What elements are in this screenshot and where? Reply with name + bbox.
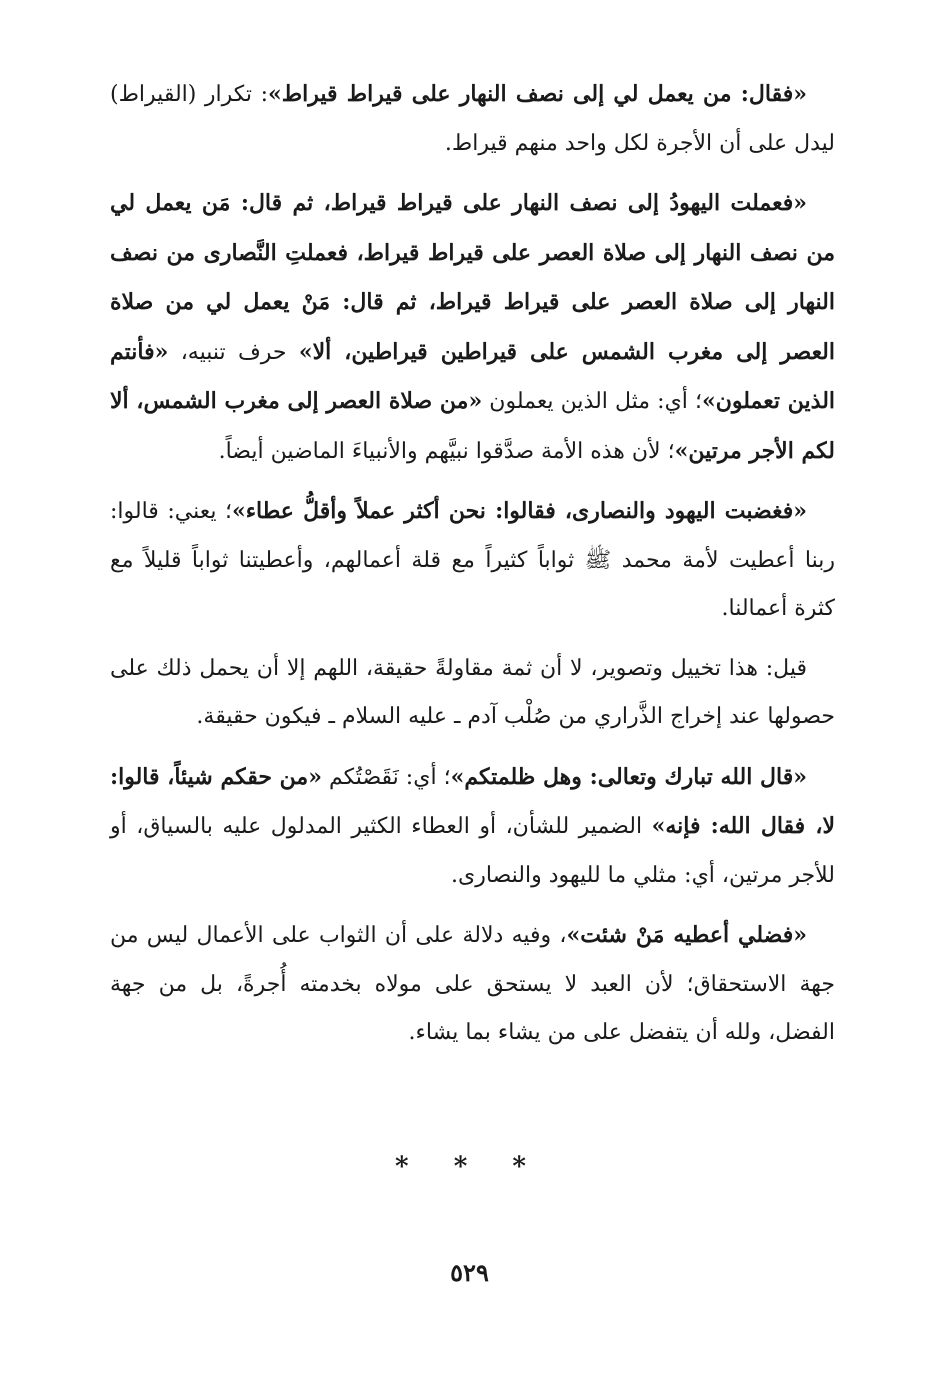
commentary-text: حرف تنبيه، (168, 339, 299, 365)
commentary-text: ، وفيه دلالة على أن الثواب على الأعمال ليس من جهة الاستحقاق؛ لأن العبد لا يستحق على مولاه بخدمته أُجرةً، بل من جهة الفضل، ولله أن يتفضل على من يشاء بما يشاء. (110, 923, 835, 1045)
paragraph-3 (110, 487, 835, 634)
paragraph-1 (110, 70, 835, 168)
commentary-text: قيل: هذا تخييل وتصوير، لا أن ثمة مقاولةً حقيقة، اللهم إلا أن يحمل ذلك على حصولها عند إخراج الذَّراري من صُلْب آدم ـ عليه السلام ـ فيكون حقيقة. (110, 655, 835, 729)
quoted-text: «فغضبت اليهود والنصارى، فقالوا: نحن أكثر عملاً وأقلُّ عطاء» (231, 498, 807, 524)
commentary-text: ؛ يعني: قالوا: ربنا أعطيت لأمة محمد ﷺ ثواباً كثيراً مع قلة أعمالهم، وأعطيتنا ثواباً قليلاً مع كثرة أعمالنا. (110, 499, 835, 621)
page-number: ٥٢٩ (450, 1258, 489, 1287)
commentary-text: ؛ لأن هذه الأمة صدَّقوا نبيَّهم والأنبياءَ الماضين أيضاً. (218, 438, 675, 464)
commentary-text: ؛ أي: مثل الذين يعملون (482, 389, 702, 414)
commentary-text: الضمير للشأن، أو العطاء الكثير المدلول عليه بالسياق، أو للأجر مرتين، أي: مثلي ما لليهود والنصارى. (110, 814, 835, 888)
paragraph-2 (110, 179, 835, 476)
quoted-text: «فضلي أعطيه مَنْ شئت» (566, 922, 807, 948)
quoted-text: «فأنتم الذين تعملون» (110, 338, 836, 414)
section-separator: * * * (395, 1152, 544, 1182)
paragraph-5 (110, 753, 835, 901)
paragraph-4 (110, 645, 835, 742)
paragraph-6 (110, 911, 835, 1058)
quoted-text: «من حقكم شيئاً، قالوا: لا، فقال الله: فإنه» (110, 763, 835, 839)
page-body (110, 70, 835, 1069)
quoted-text: «قال الله تبارك وتعالى: وهل ظلمتكم» (450, 763, 807, 790)
quoted-text: «فقال: من يعمل لي إلى نصف النهار على قيراط قيراط» (268, 81, 807, 107)
commentary-text: ؛ أي: نَقَصْتُكم (321, 764, 451, 790)
quoted-text: «من صلاة العصر إلى مغرب الشمس، ألا لكم الأجر مرتين» (110, 388, 835, 464)
quoted-text: «فعملت اليهودُ إلى نصف النهار على قيراط قيراط، ثم قال: مَن يعمل لي من نصف النهار إلى صلاة العصر على قيراط قيراط، فعملتِ النَّصارى من نصف النهار إلى صلاة العصر على قيراط قيراط، ثم قال: مَنْ يعمل لي من صلاة العصر إلى مغرب الشمس على قيراطين قيراطين، ألا» (110, 190, 835, 365)
commentary-text: : تكرار (القيراط) ليدل على أن الأجرة لكل واحد منهم قيراط. (110, 82, 835, 156)
